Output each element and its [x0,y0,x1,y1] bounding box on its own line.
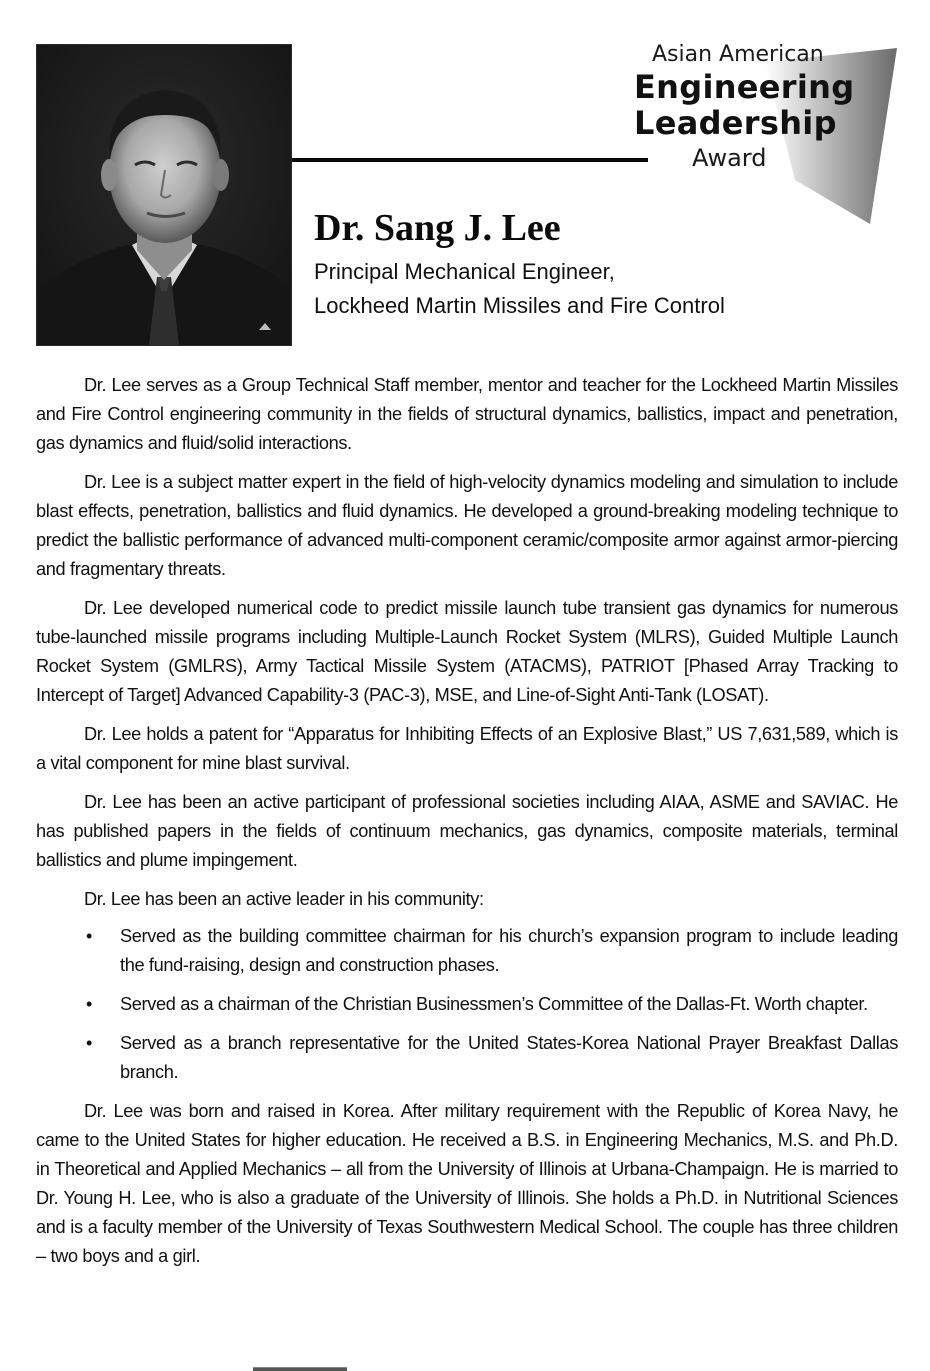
list-item-text: Served as a chairman of the Christian Businessmen’s Committee of the Dallas-Ft. Worth chapter. [120,994,868,1014]
list-item [36,922,898,980]
bio-paragraph-2: Dr. Lee is a subject matter expert in the field of high-velocity dynamics modeling and simulation to include blast effects, penetration, ballistics and fluid dynamics. He developed a ground-breaking modeling technique to predict the ballistic performance of advanced multi-component ceramic/composite armor against armor-piercing and fragmentary threats. [36,472,898,579]
bio-paragraph-5: Dr. Lee has been an active participant of professional societies including AIAA, ASME and SAVIAC. He has published papers in the fields of continuum mechanics, gas dynamics, composite materials, terminal ballistics and plume impingement. [36,792,898,870]
award-title-line-2: Engineering [634,68,855,106]
honoree-name: Dr. Sang J. Lee [314,207,561,249]
award-title-line-4: Award [692,144,767,172]
list-item-text: Served as the building committee chairman for his church’s expansion program to include leading the fund-raising, design and construction phases. [120,926,898,975]
honoree-role [314,255,725,323]
bio-paragraph-3: Dr. Lee developed numerical code to predict missile launch tube transient gas dynamics for numerous tube-launched missile programs including Multiple-Launch Rocket System (MLRS), Guided Multiple Launch Rocket System (GMLRS), Army Tactical Missile System (ATACMS), PATRIOT [Phased Array Tracking to Intercept of Target] Advanced Capability-3 (PAC-3), MSE, and Line-of-Sight Anti-Tank (LOSAT). [36,598,898,705]
community-intro: Dr. Lee has been an active leader in his community: [84,889,484,909]
community-activities-list [36,922,898,1087]
biography-body [36,371,898,1281]
honoree-title: Principal Mechanical Engineer, [314,259,615,284]
award-title-line-1: Asian American [652,42,824,67]
bullet-icon: • [86,926,92,946]
header-divider-line [292,158,648,162]
bio-paragraph-4: Dr. Lee holds a patent for “Apparatus for Inhibiting Effects of an Explosive Blast,” US 7,631,589, which is a vital component for mine blast survival. [36,724,898,773]
honoree-organization: Lockheed Martin Missiles and Fire Control [314,293,725,318]
honoree-photo [36,44,292,346]
award-logo [600,40,910,230]
bio-paragraph-6: Dr. Lee was born and raised in Korea. After military requirement with the Republic of Korea Navy, he came to the United States for higher education. He received a B.S. in Engineering Mechanics, M.S. and Ph.D. in Theoretical and Applied Mechanics – all from the University of Illinois at Urbana-Champaign. He is married to Dr. Young H. Lee, who is also a graduate of the University of Illinois. She holds a Ph.D. in Nutritional Sciences and is a faculty member of the University of Texas Southwestern Medical School. The couple has three children – two boys and a girl. [36,1101,898,1266]
award-title-line-3: Leadership [634,104,837,142]
bullet-icon: • [86,1033,92,1053]
list-item [36,990,898,1019]
portrait-image [37,45,291,345]
page-footer-tab [253,1367,347,1371]
bio-paragraph-1: Dr. Lee serves as a Group Technical Staff member, mentor and teacher for the Lockheed Martin Missiles and Fire Control engineering community in the fields of structural dynamics, ballistics, impact and penetration, gas dynamics and fluid/solid interactions. [36,375,898,453]
list-item-text: Served as a branch representative for the United States-Korea National Prayer Breakfast Dallas branch. [120,1033,898,1082]
list-item [36,1029,898,1087]
bullet-icon: • [86,994,92,1014]
